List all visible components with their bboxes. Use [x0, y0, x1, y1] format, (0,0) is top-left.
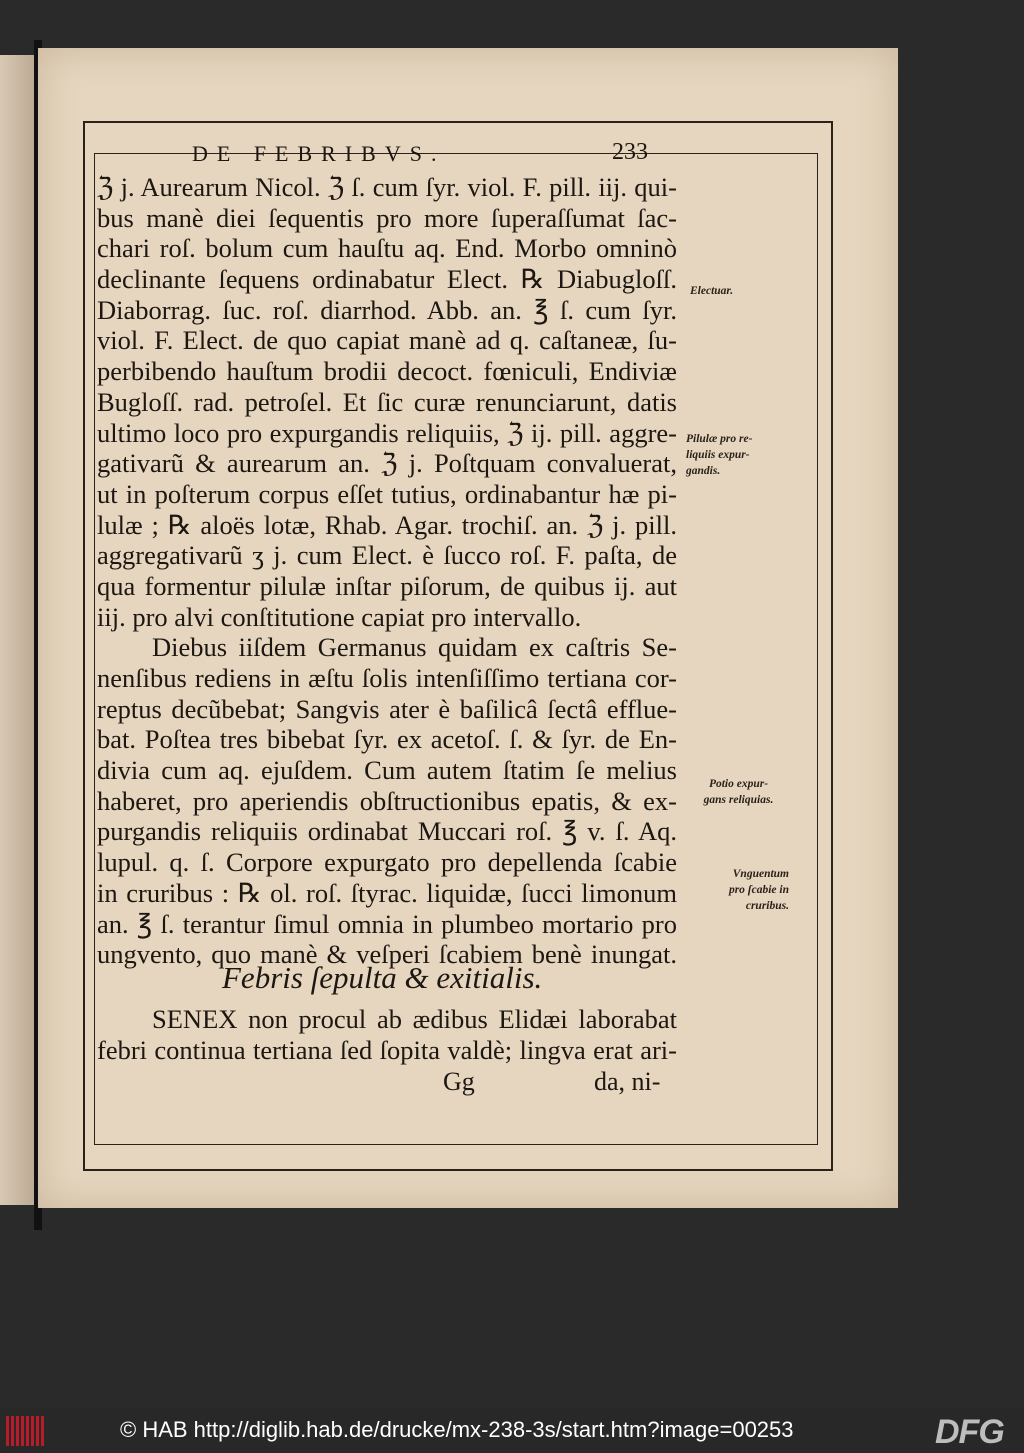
marginal-note-electuary: Electuar. [690, 285, 734, 297]
text-line: declinante ſequens ordinabatur Elect. ℞ Diabugloſſ. [97, 264, 677, 295]
marginal-line: gans reliquias. [703, 794, 774, 806]
text-line: bus manè diei ſequentis pro more ſuperaſſumat ſac- [97, 202, 677, 233]
main-text [97, 172, 677, 970]
text-line: aggregativarũ ʒ j. cum Elect. è ſucco roſ. F. paſta, de [97, 540, 677, 571]
text-line: an. ℥ ſ. terantur ſimul omnia in plumbeo mortario pro [97, 908, 677, 939]
text-line: perbibendo hauſtum brodii decoct. fœniculi, Endiviæ [97, 356, 677, 387]
signature-mark: Gg [443, 1067, 475, 1096]
marginal-note-potion [686, 776, 791, 808]
marginal-line: cruribus. [745, 900, 789, 912]
paragraph-3 [97, 1004, 677, 1065]
marginal-line: Potio expur- [708, 778, 769, 790]
text-line: lulæ ; ℞ aloës lotæ, Rhab. Agar. trochiſ. an. ℨ j. pill. [97, 509, 677, 540]
text-line: haberet, pro aperiendis obſtructionibus epatis, & ex- [97, 785, 677, 816]
text-line: qua formentur pilulæ inſtar piſorum, de quibus ij. aut [97, 570, 677, 601]
text-line: febri continua tertiana ſed ſopita valdè; lingva erat ari- [97, 1034, 677, 1065]
section-heading: Febris ſepulta & exitialis. [222, 960, 543, 995]
text-line: lupul. q. ſ. Corpore expurgato pro depellenda ſcabie [97, 847, 677, 878]
marginal-note-ointment [684, 866, 789, 914]
text-line: chari roſ. bolum cum hauſtu aq. End. Morbo omninò [97, 233, 677, 264]
footer-copyright-url[interactable]: © HAB http://diglib.hab.de/drucke/mx-238-3s/start.htm?image=00253 [120, 1417, 794, 1442]
marginal-line: gandis. [686, 465, 721, 477]
footer-bar [0, 1408, 1024, 1453]
text-line: divia cum aq. ejuſdem. Cum autem ſtatim ſe melius [97, 755, 677, 786]
text-line: ut in poſterum corpus eſſet tutius, ordinabantur hæ pi- [97, 478, 677, 509]
dfg-logo-icon: DFG [935, 1413, 1004, 1451]
text-line: iij. pro alvi conſtitutione capiat pro intervallo. [97, 601, 582, 632]
catchword: da, ni- [594, 1067, 661, 1096]
marginal-line: liquiis expur- [686, 449, 750, 461]
paragraph-1 [97, 172, 677, 632]
marginal-line: Pilulæ pro re- [686, 433, 753, 445]
text-line: Bugloſſ. rad. petroſel. Et ſic curæ renunciarunt, datis [97, 386, 677, 417]
marginal-note-pills [686, 431, 791, 479]
text-line: ungvento, quo manè & veſperi ſcabiem benè inungat. [97, 939, 677, 970]
text-line: SENEX non procul ab ædibus Elidæi laborabat [152, 1004, 677, 1034]
text-line: reptus decũbebat; Sangvis ater è baſilicâ ſectâ efflue- [97, 693, 677, 724]
hab-barcode-icon [6, 1416, 46, 1446]
text-line: bat. Poſtea tres bibebat ſyr. ex acetoſ. ſ. & ſyr. de En- [97, 724, 677, 755]
text-line: nenſibus rediens in æſtu ſolis intenſiſſimo tertiana cor- [97, 663, 677, 693]
text-line: viol. F. Elect. de quo capiat manè ad q. caſtaneæ, ſu- [97, 325, 677, 356]
running-head: DE FEBRIBVS. [192, 141, 446, 166]
text-line: ℨ j. Aurearum Nicol. ℨ ſ. cum ſyr. viol. F. pill. iij. qui- [97, 172, 677, 202]
text-line: in cruribus : ℞ ol. roſ. ſtyrac. liquidæ, ſucci limonum [97, 877, 677, 908]
marginal-line: pro ſcabie in [728, 884, 789, 896]
text-line: Diebus iiſdem Germanus quidam ex caſtris Se- [152, 632, 677, 663]
book-edge [0, 55, 38, 1205]
text-line: purgandis reliquiis ordinabat Muccari roſ. ℥ v. ſ. Aq. [97, 816, 677, 847]
page-number: 233 [612, 139, 648, 165]
marginal-line: Vnguentum [732, 868, 789, 880]
text-line: Diaborrag. ſuc. roſ. diarrhod. Abb. an. ℥ ſ. cum ſyr. [97, 294, 677, 325]
text-line: ultimo loco pro expurgandis reliquiis, ℨ ij. pill. aggre- [97, 417, 677, 448]
text-line: gativarũ & aurearum an. ℨ j. Poſtquam convaluerat, [97, 448, 677, 479]
paragraph-2 [97, 632, 677, 970]
